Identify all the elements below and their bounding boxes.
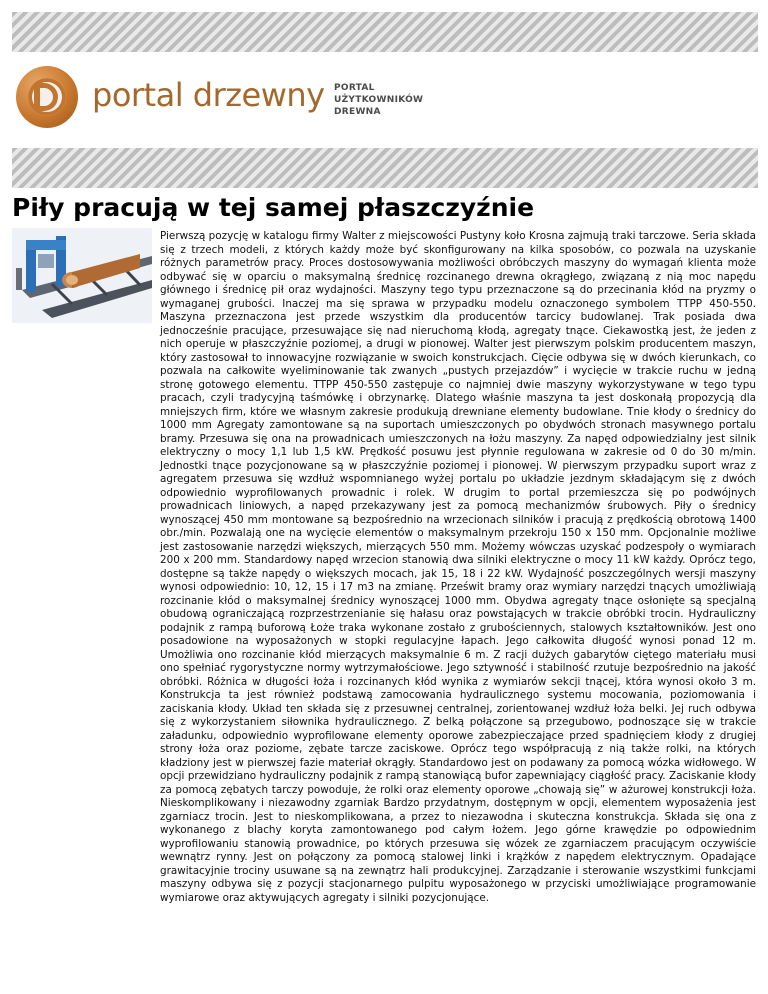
sawmill-illustration [12,228,152,323]
tagline-line: PORTAL [334,83,375,93]
tagline-line: UŻYTKOWNIKÓW [334,95,424,105]
tagline-line: DREWNA [334,107,381,117]
sawmill-machine-photo [12,228,152,323]
site-header [12,66,758,134]
logo-wordmark[interactable]: portal drzewny [92,76,325,114]
portal-drzewny-logo-icon[interactable] [16,66,78,128]
logo-tagline [334,82,423,118]
article-body: Pierwszą pozycję w katalogu firmy Walter z miejscowości Pustyny koło Krosna zajmują traki tarczowe. Seria składa się z trzech modeli, z których każdy może być skonfigurowany na kilka sposobów, co pozwala na uzyskanie różnych parametrów pracy. Proces dostosowywania możliwości obróbczych maszyny do wymagań klienta może odbywać się w oparciu o maksymalną średnicę rozcinanego drewna okrągłego, związaną z nią moc napędu głównego i średnicę pił oraz wydajności. Maszyny tego typu przeznaczone są do przecinania kłód na pryzmy o wymaganej grubości. Inaczej ma się sprawa w przypadku modelu oznaczonego symbolem TTPP 450-550. Maszyna przeznaczona jest przede wszystkim dla producentów tarcicy budowlanej. Trak posiada dwa jednocześnie pracujące, przesuwające się nad nieruchomą kłodą, agregaty tnące. Ciekawostką jest, że jeden z nich operuje w płaszczyźnie poziomej, a drugi w pionowej. Walter jest pierwszym polskim producentem maszyn, który zastosował to innowacyjne rozwiązanie w swoich konstrukcjach. Cięcie odbywa się w dwóch kierunkach, co pozwala na całkowite wyeliminowanie tak zwanych „pustych przejazdów” i wycięcie w trakcie ruchu w jedną stronę gotowego elementu. TTPP 450-550 zastępuje co najmniej dwie maszyny wykorzystywane w tego typu pracach, czyli tradycyjną taśmówkę i obrzynarkę. Dlatego właśnie maszyna ta jest doskonałą propozycją dla mniejszych firm, które we własnym zakresie produkują drewniane elementy budowlane. Tnie kłody o średnicy do 1000 mm Agregaty zamontowane są na suportach umieszczonych po obydwóch stronach masywnego portalu bramy. Przesuwa się ona na prowadnicach umieszczonych na łożu maszyny. Za napęd odpowiedzialny jest silnik elektryczny o mocy 1,1 lub 1,5 kW. Prędkość posuwu jest płynnie regulowana w zakresie od 0 do 30 m/min. Jednostki tnące pozycjonowane są w płaszczyźnie poziomej i pionowej. W pierwszym przypadku suport wraz z agregatem przesuwa się wzdłuż wspomnianego wyżej portalu po układzie jezdnym składającym się z dwóch odpowiednio wyprofilowanych prowadnic i rolek. W drugim to portal przemieszcza się po podwójnych prowadnicach liniowych, a napęd przekazywany jest za pomocą mechanizmów śrubowych. Piły o średnicy wynoszącej 450 mm montowane są bezpośrednio na wrzecionach silników i pracują z prędkością obrotową 1400 obr./min. Pozwalają one na wycięcie elementów o maksymalnym przekroju 150 x 150 mm. Opcjonalnie możliwe jest zastosowanie narzędzi większych, mierzących 550 mm. Możemy wówczas uzyskać podzespoły o wymiarach 200 x 200 mm. Standardowy napęd wrzecion stanowią dwa silniki elektryczne o mocy 11 kW każdy. Oprócz tego, dostępne są także napędy o większych mocach, jak 15, 18 i 22 kW. Wydajność poszczególnych wersji maszyny wynosi odpowiednio: 10, 12, 15 i 17 m3 na zmianę. Prześwit bramy oraz wymiary narzędzi tnących umożliwiają rozcinanie kłód o maksymalnej średnicy wynoszącej 1000 mm. Obydwa agregaty tnące osłonięte są specjalną obudową ograniczającą rozprzestrzenianie się hałasu oraz powstających w trakcie obróbki trocin. Hydrauliczny podajnik z rampą buforową Łoże traka wykonane zostało z grubościennych, stalowych kształtowników. Jest ono posadowione na wyposażonych w stopki regulacyjne łapach. Jego całkowita długość wynosi ponad 12 m. Umożliwia ono rozcinanie kłód mierzących maksymalnie 6 m. Z racji dużych gabarytów ciętego materiału musi ono spełniać rygorystyczne normy wytrzymałościowe. Jego sztywność i stabilność rzutuje bezpośrednio na jakość obróbki. Różnica w długości łoża i rozcinanych kłód wynika z wymiarów sekcji tnącej, która wynosi około 3 m. Konstrukcja ta jest również podstawą zamocowania hydraulicznego systemu mocowania, poziomowania i zaciskania kłody. Układ ten składa się z przesuwnej centralnej, zorientowanej wzdłuż łoża belki. Jej ruch odbywa się z wykorzystaniem siłownika hydraulicznego. Z belką połączone są przegubowo, podnoszące się w trakcie załadunku, odpowiednio wyprofilowane elementy oporowe zabezpieczające przed spadnięciem kłody z drugiej strony łoża oraz poziome, zębate tarcze zaciskowe. Oprócz tego współpracują z nią także rolki, na których kładziony jest w pierwszej fazie materiał okrągły. Standardowo jest on podawany za pomocą wózka widłowego. W opcji przewidziano hydrauliczny podajnik z rampą stanowiącą bufor zapewniający ciągłość pracy. Zaciskanie kłody za pomocą zębatych tarczy powoduje, że rolki oraz elementy oporowe „chowają się” w ażurowej konstrukcji łoża. Nieskomplikowany i niezawodny zgarniak Bardzo przydatnym, dostępnym w opcji, elementem wyposażenia jest zgarniacz trocin. Jest to nieskomplikowana, a przez to niezawodna i skuteczna konstrukcja. Składa się ona z wykonanego z blachy koryta zamontowanego pod całym łożem. Jego górne krawędzie po odpowiednim wyprofilowaniu stanowią prowadnice, po których przesuwa się wózek ze zgarniaczem pracującym oczywiście wewnątrz rynny. Jest on połączony za pomocą stalowej linki i krążków z napędem elektrycznym. Opadające grawitacyjnie trociny usuwane są na zewnątrz hali produkcyjnej. Zarządzanie i sterowanie wszystkimi funkcjami maszyny odbywa się z pozycji stacjonarnego pulpitu wyposażonego w przyciski umożliwiające programowanie wymiarowe oraz aktywujących agregaty i silniki pozycjonujące. [160,230,756,904]
top-hatched-banner [12,12,758,52]
article-title: Piły pracują w tej samej płaszczyźnie [12,193,535,222]
middle-hatched-banner [12,148,758,188]
